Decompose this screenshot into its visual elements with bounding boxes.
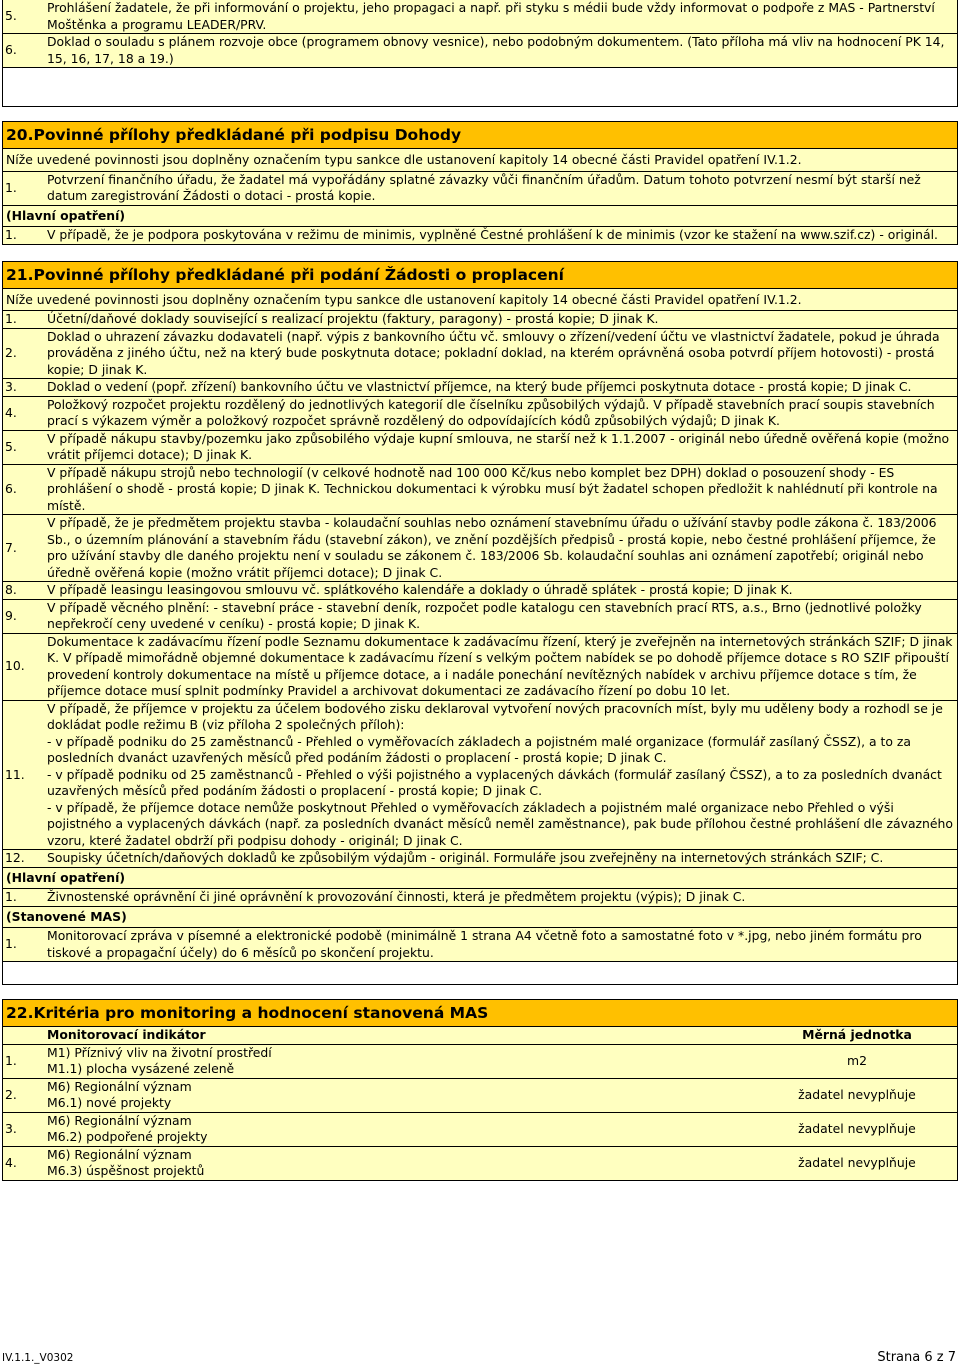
item-text: V případě nákupu stavby/pozemku jako způsobilého výdaje kupní smlouva, ne starší než k 1.1.2007 - originál nebo úředně ověřená kopie (možno vrátit příjemci dotace); D jinak K. — [47, 430, 950, 462]
item-text: Doklad o souladu s plánem rozvoje obce (programem obnovy vesnice), nebo podobným dokumentem. (Tato příloha má vliv na hodnocení PK 14, 15, 16, 17, 18 a 19.) — [47, 34, 945, 66]
item-text: Soupisky účetních/daňových dokladů ke způsobilým výdajům - originál. Formuláře jsou zveřejněny na internetových stránkách SZIF; C. — [47, 850, 884, 865]
item-text: Živnostenské oprávnění či jiné oprávnění k provozování činnosti, která je předmětem projektu (výpis); D jinak C. — [47, 889, 746, 904]
list-item — [3, 514, 957, 581]
table-body — [3, 1044, 957, 1180]
item-text: Doklad o vedení (popř. zřízení) bankovního účtu ve vlastnictví příjemce, na který bude příjemci poskytnuta dotace - prostá kopie; D jinak C. — [47, 379, 912, 394]
header-number — [3, 1027, 45, 1044]
spacer — [2, 68, 958, 107]
list-item — [3, 633, 957, 700]
indicator-group: M6) Regionální význam — [47, 1112, 192, 1128]
item-number: 2. — [5, 345, 17, 360]
section-intro: Níže uvedené povinnosti jsou doplněny označením typu sankce dle ustanovení kapitoly 14 obecné části Pravidel opatření IV.1.2. — [3, 288, 957, 311]
row-number: 4. — [5, 1154, 17, 1170]
subsection-title: (Stanovené MAS) — [3, 906, 957, 928]
section-intro: Níže uvedené povinnosti jsou doplněny označením typu sankce dle ustanovení kapitoly 14 obecné části Pravidel opatření IV.1.2. — [3, 148, 957, 171]
document-code: IV.1.1._V0302 — [2, 1352, 74, 1364]
list-item — [3, 171, 957, 205]
indicator-name: M1.1) plocha vysázené zeleně — [47, 1061, 235, 1076]
indicator-cell — [45, 1113, 757, 1146]
item-line: - v případě podniku do 25 zaměstnanců - Přehled o vyměřovacích základech a pojistném malé organizace (formulář zasílaný ČSSZ), a to za posledních dvanáct uzavřených měsíců před podáním žádosti o proplacení - prostá kopie; D jinak C. — [47, 733, 911, 765]
list-item — [3, 700, 957, 850]
item-text: V případě, že je podpora poskytována v režimu de minimis, vyplněné Čestné prohlášení k de minimis (vzor ke stažení na www.szif.cz) - originál. — [47, 227, 938, 242]
list-item — [3, 599, 957, 633]
item-text: V případě leasingu leasingovou smlouvu vč. splátkového kalendáře a doklady o úhradě splátek - prostá kopie; D jinak K. — [47, 582, 793, 597]
list-item — [3, 0, 957, 33]
page-footer — [2, 1350, 956, 1367]
row-number: 2. — [5, 1086, 17, 1102]
item-number: 12. — [5, 850, 25, 865]
list-item — [3, 396, 957, 430]
item-text — [45, 701, 957, 850]
indicator-cell — [45, 1079, 757, 1112]
item-number: 5. — [5, 8, 17, 24]
list-item — [3, 226, 957, 244]
page-number: Strana 6 z 7 — [877, 1350, 956, 1365]
subsection-title: (Hlavní opatření) — [3, 867, 957, 889]
indicator-group: M6) Regionální význam — [47, 1078, 192, 1094]
item-line: V případě, že příjemce v projektu za účelem bodového zisku deklaroval vytvoření nových pracovních míst, byly mu uděleny body a rozhodl se je dokládat podle režimu B (viz příloha 2 společných příloh): — [47, 700, 943, 732]
unit-cell: žadatel nevyplňuje — [798, 1086, 916, 1102]
subsection-title: (Hlavní opatření) — [3, 205, 957, 227]
item-number: 1. — [5, 227, 17, 242]
item-text: V případě věcného plnění: - stavební práce - stavební deník, rozpočet podle katalogu cen stavebních prací RTS, a.s., Brno (jednotlivé položky nepřekročí ceny uvedené v ceníku) - prostá kopie; D jinak K. — [47, 599, 922, 631]
list-item — [3, 33, 957, 67]
item-number: 6. — [5, 42, 17, 58]
item-number: 1. — [5, 889, 17, 904]
header-indicator: Monitorovací indikátor — [47, 1027, 206, 1042]
item-text: Účetní/daňové doklady související s realizací projektu (faktury, paragony) - prostá kopie; D jinak K. — [47, 311, 659, 326]
list-item — [3, 310, 957, 328]
item-line: - v případě podniku od 25 zaměstnanců - Přehled o výši pojistného a vyplacených dávkách (formulář zasílaný ČSSZ), a to za posledních dvanáct uzavřených měsíců před podáním žádosti o proplacení - prostá kopie; D jinak C. — [47, 766, 942, 798]
item-text: Položkový rozpočet projektu rozdělený do jednotlivých kategorií dle číselníku způsobilých výdajů. V případě stavebních prací soupis stavebních prací s výkazem výměr a položkový rozpočet správně rozdělený do odpovídajících kódů způsobilých výdajů; D jinak K. — [47, 396, 935, 428]
list-item — [3, 464, 957, 515]
indicator-cell — [45, 1045, 757, 1078]
table-header — [3, 1026, 957, 1044]
list-item — [3, 378, 957, 396]
spacer — [2, 245, 958, 261]
indicator-name: M6.1) nové projekty — [47, 1095, 172, 1110]
section-20 — [2, 121, 958, 245]
item-list — [3, 310, 957, 867]
list-item — [3, 849, 957, 867]
item-number: 6. — [5, 481, 17, 496]
indicator-name: M6.2) podpořené projekty — [47, 1129, 208, 1144]
spacer — [2, 107, 958, 121]
indicator-name: M6.3) úspěšnost projektů — [47, 1163, 205, 1178]
section-21 — [2, 261, 958, 963]
item-number: 1. — [5, 179, 17, 195]
section-title: 20.Povinné přílohy předkládané při podpisu Dohody — [3, 121, 957, 148]
item-number: 1. — [5, 311, 17, 326]
item-number: 4. — [5, 404, 17, 420]
header-unit: Měrná jednotka — [802, 1027, 912, 1042]
item-text: Monitorovací zpráva v písemné a elektronické podobě (minimálně 1 strana A4 včetně foto a samostatné foto v *.jpg, nebo jiném formátu pro tiskové a propagační účely) do 6 měsíců po skončení projektu. — [47, 928, 922, 960]
indicator-group: M1) Příznivý vliv na životní prostředí — [47, 1044, 272, 1060]
item-text: Doklad o uhrazení závazku dodavateli (např. výpis z bankovního účtu vč. smlouvy o zřízení/vedení účtu ve vlastnictví žadatele, pokud je úhrada prováděna z jiného účtu, než na který bude poskytnuta dotace; pokladní doklad, na kterém oprávněná osoba potvrdí příjem hotovosti) - prostá kopie; D jinak K. — [47, 328, 940, 377]
list-item — [3, 328, 957, 379]
indicator-group: M6) Regionální význam — [47, 1146, 192, 1162]
list-item — [3, 430, 957, 464]
list-item — [3, 581, 957, 599]
item-number: 7. — [5, 539, 17, 555]
item-number: 1. — [5, 936, 17, 952]
table-row — [3, 1146, 957, 1180]
spacer — [2, 985, 958, 999]
item-text: V případě, že je předmětem projektu stavba - kolaudační souhlas nebo oznámení stavebnímu úřadu o užívání stavby podle zákona č. 183/2006 Sb., o územním plánování a stavebním řádu (stavební zákon), ve znění pozdějších předpisů - prostá kopie, nebo čestné prohlášení příjemce, že pro užívání stavby dle daného projektu není v souladu se zákonem č. 183/2006 Sb. kolaudační souhlas ani oznámení zapotřebí; originál nebo úředně ověřená kopie (možno vrátit příjemci dotace); D jinak C. — [47, 515, 937, 580]
item-number: 5. — [5, 438, 17, 454]
item-number: 11. — [5, 766, 25, 782]
item-number: 8. — [5, 582, 17, 597]
item-text: Dokumentace k zadávacímu řízení podle Seznamu dokumentace k zadávacímu řízení, který je zveřejněn na internetových stránkách SZIF; D jinak K. V případě mimořádně objemné dokumentace k zadávacímu řízení s velkým počtem nabídek se po dohodě příjemce dotace s RO SZIF připouští provedení kontroly dokumentace na místě u příjemce dotace, a i nadále ponechání nevítězných nabídek v archivu příjemce dotace s tím, že příjemce dotace musí splnit podmínky Pravidel a archivovat dokumentaci ze zadávacího řízení po dobu 10 let. — [47, 633, 953, 698]
item-number: 10. — [5, 658, 25, 674]
item-number: 9. — [5, 607, 17, 623]
section-22 — [2, 999, 958, 1181]
unit-cell: m2 — [847, 1052, 867, 1068]
indicator-cell — [45, 1147, 757, 1180]
section-title: 22.Kritéria pro monitoring a hodnocení stanovená MAS — [3, 999, 957, 1026]
row-number: 1. — [5, 1052, 17, 1068]
item-number: 3. — [5, 379, 17, 394]
table-row — [3, 1112, 957, 1146]
item-text: V případě nákupu strojů nebo technologií (v celkové hodnotě nad 100 000 Kč/kus nebo komplet bez DPH) doklad o posouzení shody - ES prohlášení o shodě - prostá kopie; D jinak K. Technickou dokumentaci k výrobku musí být žadatel schopen předložit k nahlédnutí při kontrole na místě. — [47, 464, 938, 513]
table-row — [3, 1044, 957, 1078]
row-number: 3. — [5, 1120, 17, 1136]
section-title: 21.Povinné přílohy předkládané při podání Žádosti o proplacení — [3, 261, 957, 288]
list-item — [3, 888, 957, 906]
item-line: - v případě, že příjemce dotace nemůže poskytnout Přehled o vyměřovacích základech a pojistném malé organizace nebo Přehled o výši pojistného a vyplacených dávkách (např. za posledních dvanáct měsíců neměl zaměstnance), pak bude přílohou čestné prohlášení dle závazného vzoru, které žadatel obdrží při podpisu dohody - originál; D jinak C. — [47, 799, 953, 848]
section-19-continuation — [2, 0, 958, 68]
table-row — [3, 1078, 957, 1112]
unit-cell: žadatel nevyplňuje — [798, 1154, 916, 1170]
spacer — [2, 962, 958, 985]
unit-cell: žadatel nevyplňuje — [798, 1120, 916, 1136]
item-text: Potvrzení finančního úřadu, že žadatel má vypořádány splatné závazky vůči finančním úřadům. Datum tohoto potvrzení nesmí být starší než datum zaregistrování Žádosti o dotaci - prostá kopie. — [47, 171, 921, 203]
item-text: Prohlášení žadatele, že při informování o projektu, jeho propagaci a např. při styku s médii bude vždy informovat o podpoře z MAS - Partnerství Moštěnka a programu LEADER/PRV. — [47, 0, 935, 32]
list-item — [3, 927, 957, 961]
